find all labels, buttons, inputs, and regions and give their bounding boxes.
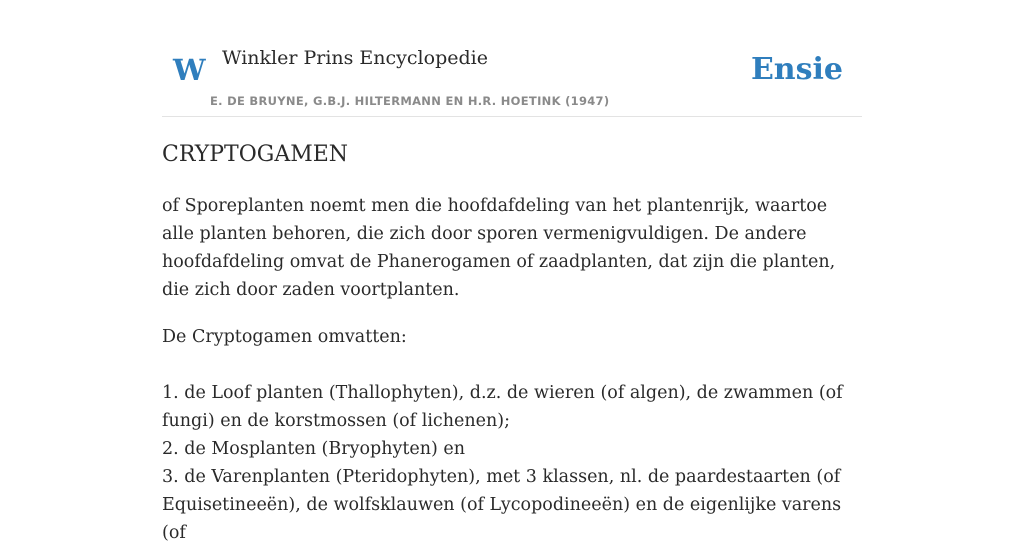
publication-authors: E. DE BRUYNE, G.B.J. HILTERMANN EN H.R. HOETINK (1947) [210,94,610,108]
publication-header [162,0,862,117]
article-title: CRYPTOGAMEN [162,142,349,167]
list-item: 2. de Mosplanten (Bryophyten) en [162,439,466,459]
classification-list [162,379,862,547]
article-paragraph: De Cryptogamen omvatten: [162,327,407,347]
list-item: 1. de Loof planten (Thallophyten), d.z. de wieren (of algen), de zwammen (of fungi) en de korstmossen (of lichenen); [162,383,843,431]
article-paragraph: of Sporeplanten noemt men die hoofdafdeling van het plantenrijk, waartoe alle planten behoren, die zich door sporen vermenigvuldigen. De andere hoofdafdeling omvat de Phanerogamen of zaadplanten, dat zijn die planten, die zich door zaden voortplanten. [162,196,836,300]
publication-title[interactable]: Winkler Prins Encyclopedie [222,47,488,69]
list-item: 3. de Varenplanten (Pteridophyten), met 3 klassen, nl. de paardestaarten (of Equisetineeën), de wolfsklauwen (of Lycopodineeën) en de eigenlijke varens (of [162,467,842,543]
brand-logo[interactable]: Ensie [750,52,843,87]
publication-logo[interactable]: W [173,53,206,87]
